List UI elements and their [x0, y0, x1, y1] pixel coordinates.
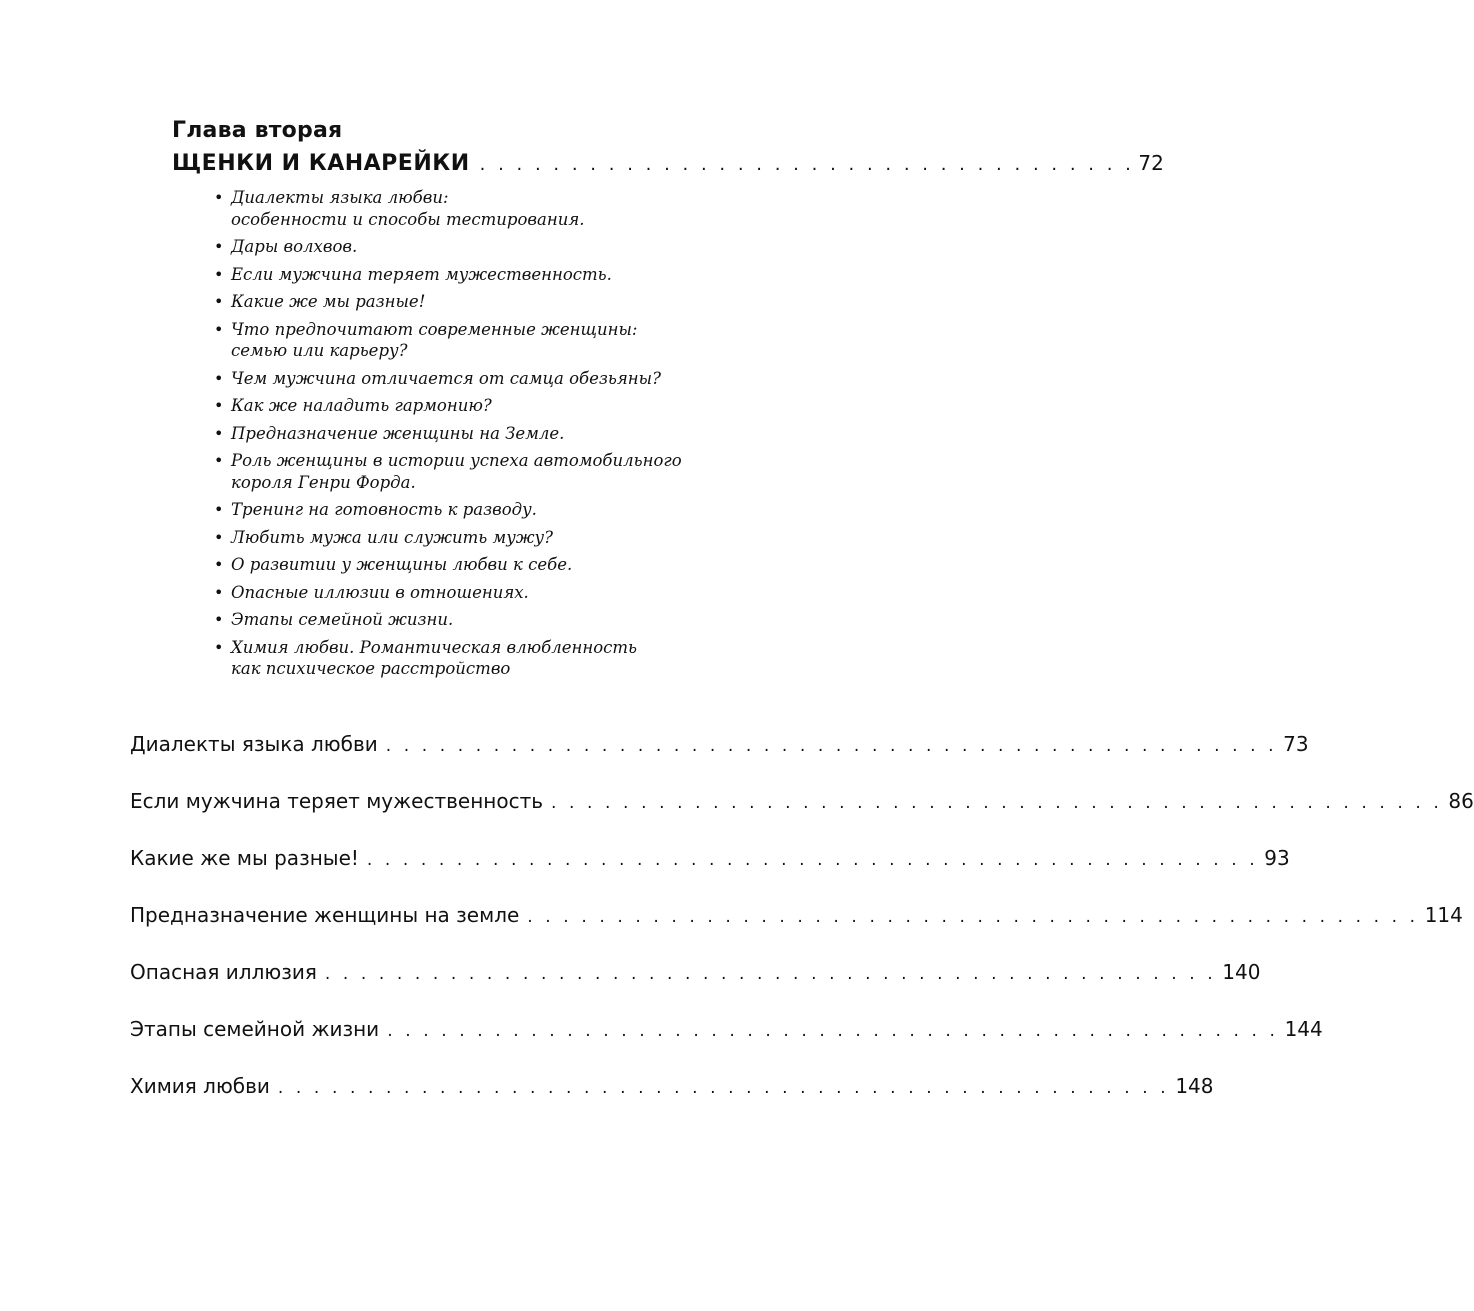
topic-text: Любить мужа или служить мужу?	[231, 527, 553, 547]
dot-leader: . . . . . . . . . . . . . . . . . . . . . . . . . . . . . . . . . . . .	[479, 154, 1135, 175]
topic-item	[214, 236, 684, 258]
bullet-icon: •	[214, 188, 224, 207]
dot-leader: . . . . . . . . . . . . . . . . . . . . . . . . . . . . . . . . . . . . . . . . . . . . . . . . . .	[387, 1021, 1279, 1041]
bullet-icon: •	[214, 237, 224, 256]
bullet-icon: •	[214, 527, 224, 547]
topic-text: Роль женщины в истории успеха автомобильного короля Генри Форда.	[231, 451, 682, 492]
bullet-icon: •	[214, 319, 224, 339]
topic-text: Как же наладить гармонию?	[231, 396, 492, 415]
topic-item	[214, 187, 684, 230]
toc-entry-page-number: 144	[1284, 1017, 1323, 1041]
toc-entry-title: Диалекты языка любви	[130, 732, 378, 756]
toc-entry-page-number: 86	[1448, 789, 1474, 813]
topic-item	[214, 450, 684, 493]
chapter-title-entry	[172, 150, 1164, 178]
dot-leader: . . . . . . . . . . . . . . . . . . . . . . . . . . . . . . . . . . . . . . . . . . . . . . . . . .	[324, 964, 1217, 984]
bullet-icon: •	[214, 264, 224, 284]
topic-text: Что предпочитают современные женщины: семью или карьеру?	[231, 319, 638, 360]
table-of-contents	[130, 731, 1474, 1130]
topic-item	[214, 554, 684, 576]
topic-text: Химия любви. Романтическая влюбленность как психическое расстройство	[231, 637, 638, 678]
topic-item	[214, 637, 684, 680]
toc-entry	[130, 1016, 1323, 1073]
topic-item	[214, 368, 684, 390]
bullet-icon: •	[214, 582, 224, 602]
toc-entry-page-number: 93	[1264, 846, 1290, 870]
topic-item	[214, 319, 684, 362]
bullet-icon: •	[214, 423, 224, 443]
toc-entry-page-number: 148	[1175, 1074, 1214, 1098]
bullet-icon: •	[214, 500, 224, 519]
chapter-topics-list	[214, 187, 684, 686]
toc-entry-title: Если мужчина теряет мужественность	[130, 789, 544, 813]
topic-item	[214, 291, 684, 313]
toc-entry	[130, 845, 1290, 902]
topic-text: Если мужчина теряет мужественность.	[231, 264, 612, 284]
toc-entry-page-number: 114	[1424, 903, 1463, 927]
dot-leader: . . . . . . . . . . . . . . . . . . . . . . . . . . . . . . . . . . . . . . . . . . . . . . . . . .	[385, 736, 1278, 756]
topic-text: Дары волхвов.	[231, 237, 358, 256]
chapter-title: ЩЕНКИ И КАНАРЕЙКИ	[172, 151, 470, 176]
topic-item	[214, 609, 684, 631]
topic-text: Этапы семейной жизни.	[231, 610, 454, 629]
chapter-label: Глава вторая	[172, 118, 343, 143]
topic-text: Какие же мы разные!	[231, 292, 426, 311]
toc-entry	[130, 788, 1474, 845]
topic-text: Опасные иллюзии в отношениях.	[231, 582, 529, 602]
toc-entry-title: Какие же мы разные!	[130, 846, 359, 870]
toc-entry-title: Этапы семейной жизни	[130, 1017, 380, 1041]
dot-leader: . . . . . . . . . . . . . . . . . . . . . . . . . . . . . . . . . . . . . . . . . . . . . . . . . .	[277, 1078, 1170, 1098]
topic-item	[214, 264, 684, 286]
toc-entry-page-number: 73	[1283, 732, 1309, 756]
chapter-page-number: 72	[1138, 151, 1164, 175]
topic-item	[214, 582, 684, 604]
dot-leader: . . . . . . . . . . . . . . . . . . . . . . . . . . . . . . . . . . . . . . . . . . . . . . . . . .	[366, 850, 1259, 870]
bullet-icon: •	[214, 637, 224, 657]
topic-item	[214, 395, 684, 417]
toc-entry	[130, 1073, 1214, 1130]
chapter-heading	[172, 118, 1164, 178]
topic-text: О развитии у женщины любви к себе.	[231, 555, 573, 574]
bullet-icon: •	[214, 555, 224, 574]
dot-leader: . . . . . . . . . . . . . . . . . . . . . . . . . . . . . . . . . . . . . . . . . . . . . . . . . .	[551, 793, 1443, 813]
topic-item	[214, 527, 684, 549]
toc-entry	[130, 902, 1463, 959]
bullet-icon: •	[214, 292, 224, 311]
topic-text: Тренинг на готовность к разводу.	[231, 500, 537, 519]
bullet-icon: •	[214, 396, 224, 415]
bullet-icon: •	[214, 451, 224, 470]
toc-entry-page-number: 140	[1222, 960, 1261, 984]
toc-entry-title: Химия любви	[130, 1074, 270, 1098]
topic-item	[214, 423, 684, 445]
toc-entry-title: Опасная иллюзия	[130, 960, 317, 984]
topic-text: Чем мужчина отличается от самца обезьяны?	[231, 368, 661, 388]
toc-entry	[130, 959, 1261, 1016]
topic-text: Диалекты языка любви: особенности и способы тестирования.	[231, 188, 585, 229]
bullet-icon: •	[214, 368, 224, 388]
topic-item	[214, 499, 684, 521]
toc-entry-title: Предназначение женщины на земле	[130, 903, 520, 927]
topic-text: Предназначение женщины на Земле.	[231, 423, 565, 443]
bullet-icon: •	[214, 610, 224, 629]
toc-entry	[130, 731, 1309, 788]
dot-leader: . . . . . . . . . . . . . . . . . . . . . . . . . . . . . . . . . . . . . . . . . . . . . . . . . .	[527, 907, 1419, 927]
